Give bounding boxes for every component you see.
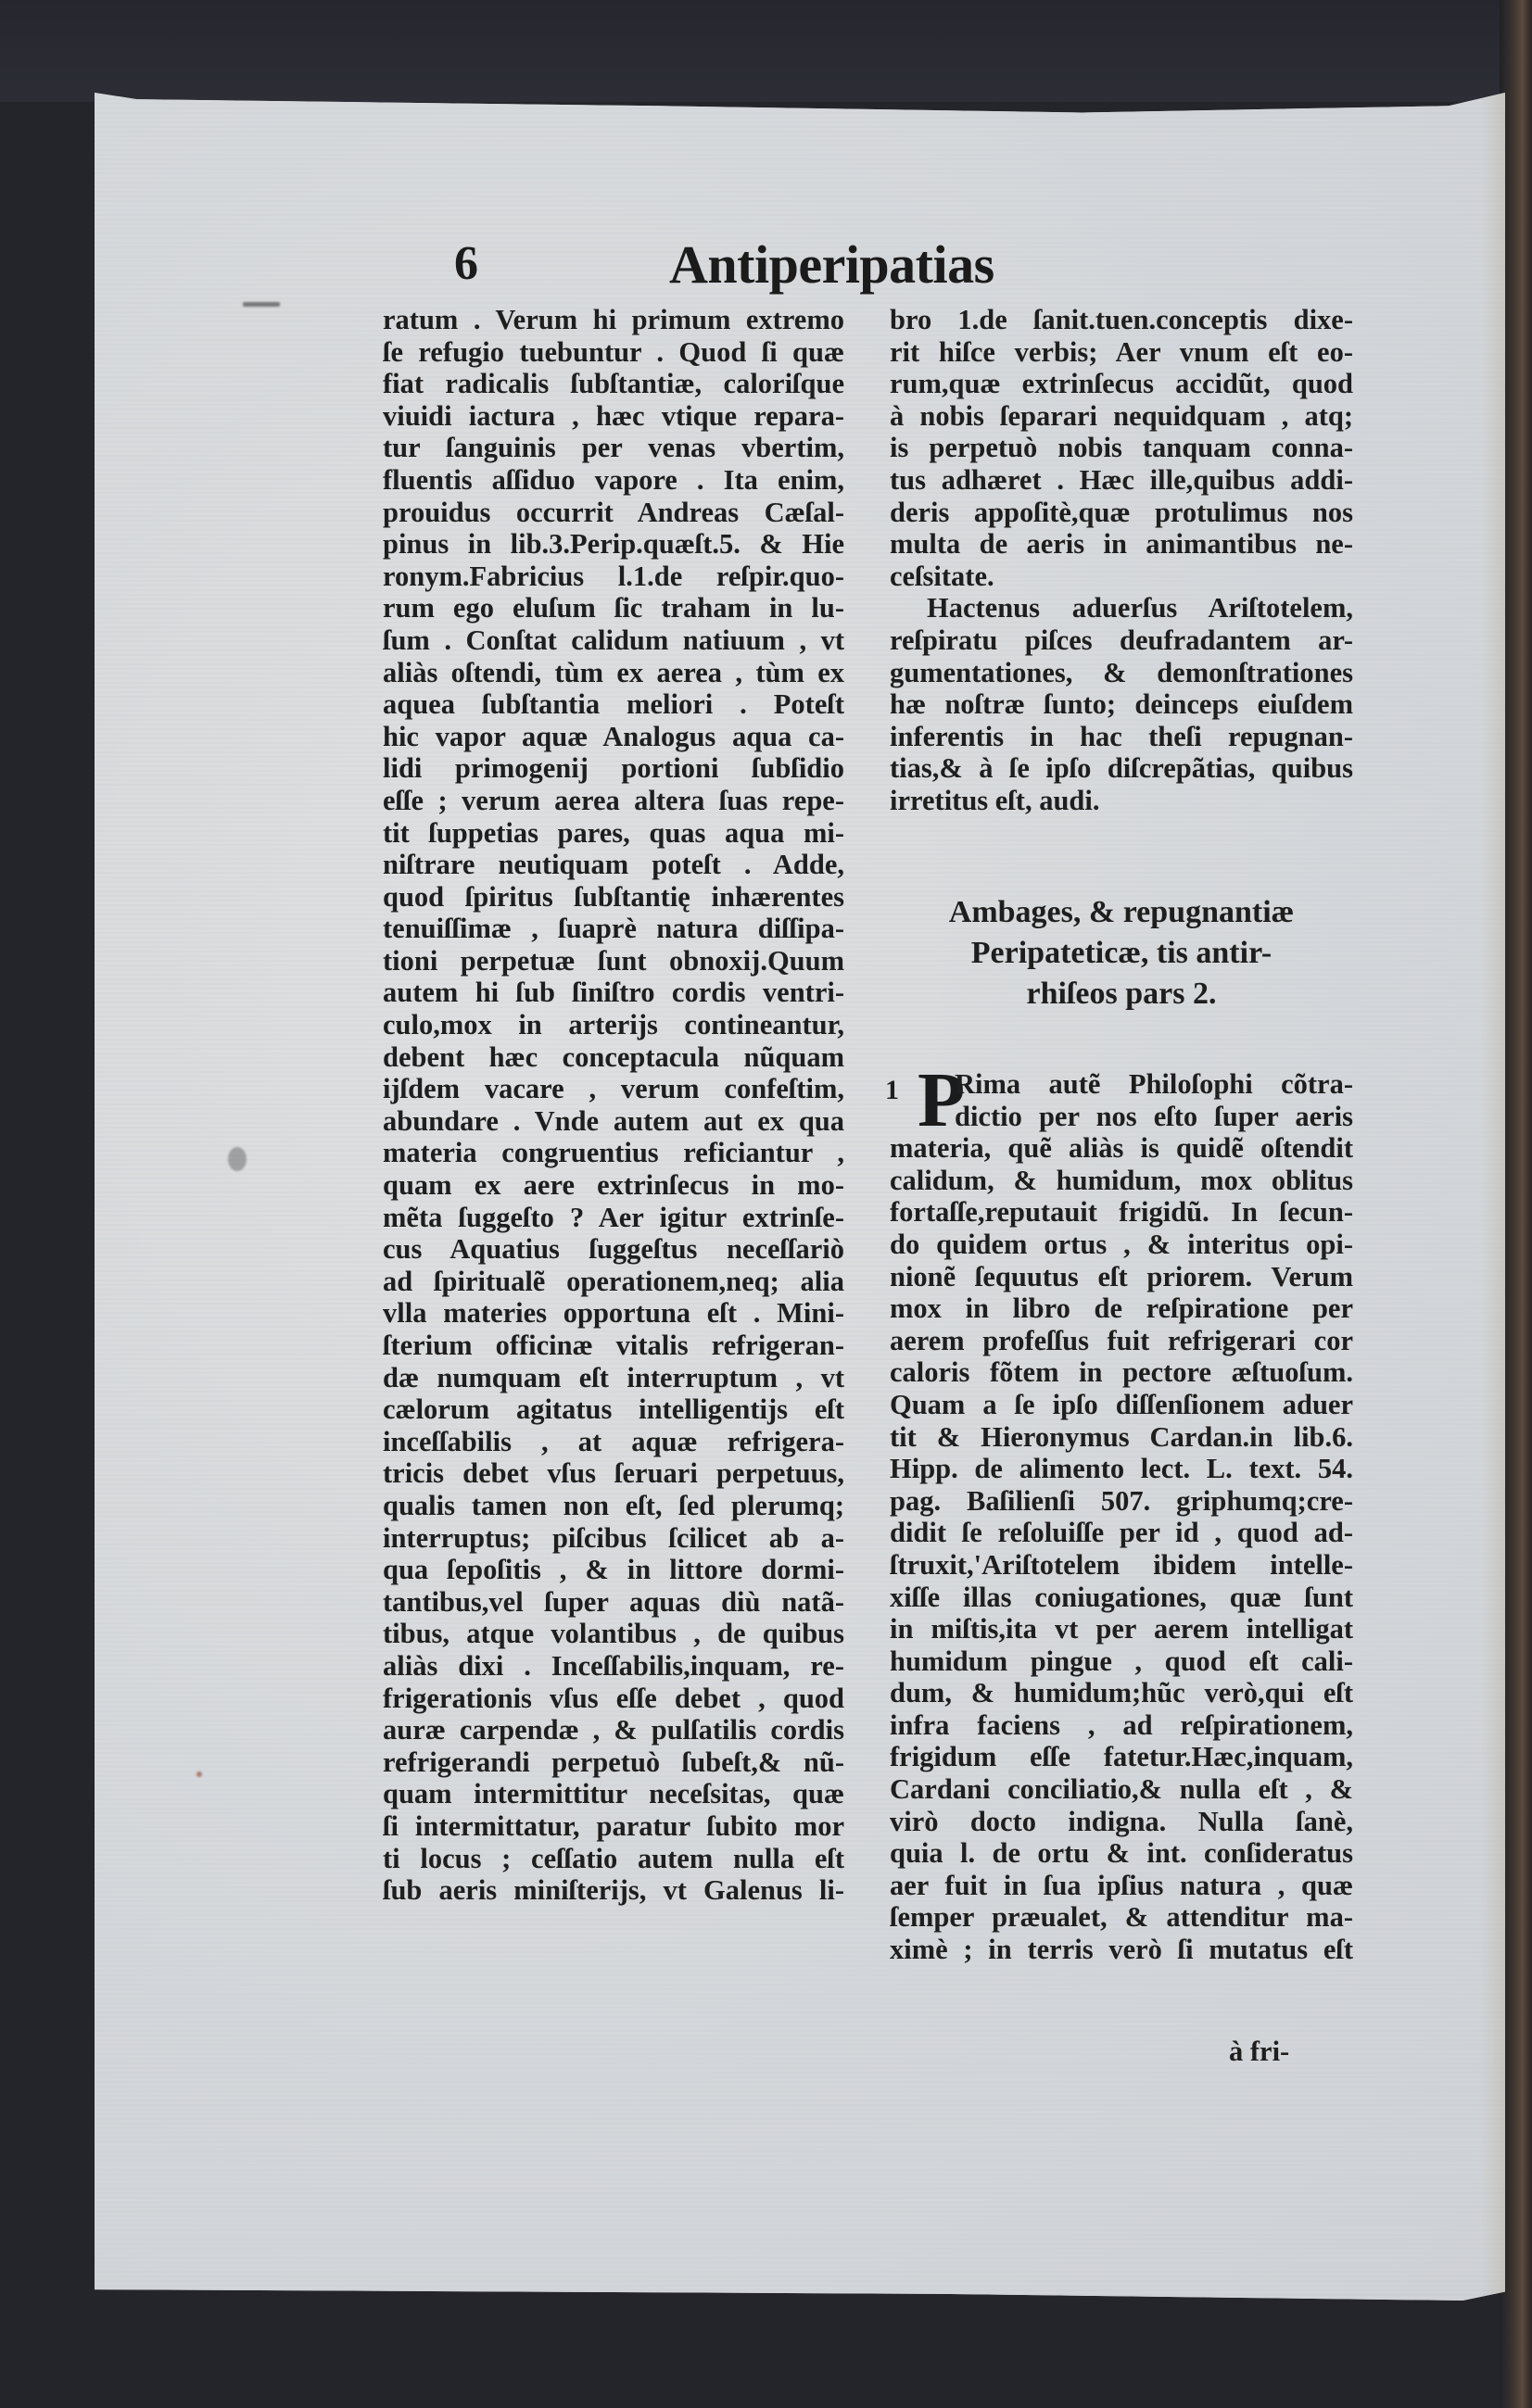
text-line: deris appoſitè,quæ protulimus nos xyxy=(890,496,1353,528)
scan-backdrop xyxy=(0,0,1532,102)
text-line: rum ego eluſum ſic traham in lu- xyxy=(383,592,844,624)
text-line: ſterium officinæ vitalis refrigeran- xyxy=(383,1330,844,1361)
text-line: fortaſſe,reputauit frigidũ. In ſecun- xyxy=(890,1196,1353,1229)
text-line: quia l. de ortu & int. conſideratus xyxy=(890,1837,1353,1870)
text-line: rit hiſce verbis; Aer vnum eſt eo- xyxy=(890,335,1353,368)
text-line: tias,& à ſe ipſo diſcrepãtias, quibus xyxy=(890,752,1353,785)
running-title: Antiperipatias xyxy=(669,234,994,295)
text-line: niſtrare neutiquam poteſt . Adde, xyxy=(383,849,844,881)
page-edge-shadow xyxy=(1481,93,1505,2301)
text-line: bro 1.de ſanit.tuen.conceptis dixe- xyxy=(890,304,1353,335)
text-line: aerem profeſſus fuit refrigerari cor xyxy=(890,1324,1353,1356)
text-line: ijſdem vacare , verum confeſtim, xyxy=(383,1073,844,1105)
text-line: virò docto indigna. Nulla ſanè, xyxy=(890,1805,1353,1837)
text-line: vlla materies opportuna eſt . Mini- xyxy=(383,1297,844,1330)
text-line: materia congruentius reficiantur , xyxy=(383,1137,844,1169)
text-line: Rima autẽ Philoſophi cõtra- xyxy=(955,1068,1353,1100)
text-line: in miſtis,ita vt per aerem intelligat xyxy=(890,1613,1353,1645)
section-heading-line: Ambages, & repugnantiæ xyxy=(948,895,1295,929)
text-line: nionẽ ſequutus eſt priorem. Verum xyxy=(890,1260,1353,1292)
text-line: Hipp. de alimento lect. L. text. 54. xyxy=(890,1453,1353,1485)
text-line: qualis tamen non eſt, ſed plerumq; xyxy=(383,1489,844,1521)
paragraph-number: 1 xyxy=(885,1075,899,1105)
text-line: hic vapor aquæ Analogus aqua ca- xyxy=(383,720,844,752)
text-line: ſub aeris miniſterijs, vt Galenus li- xyxy=(383,1874,844,1907)
text-line: humidum pingue , quod eſt cali- xyxy=(890,1645,1353,1677)
page-number: 6 xyxy=(454,237,478,290)
text-line: is perpetuò nobis tanquam conna- xyxy=(890,432,1353,464)
text-line: materia, quẽ aliàs is quidẽ oſtendit xyxy=(890,1132,1353,1165)
text-line: inferentis in hac theſi repugnan- xyxy=(890,720,1353,752)
text-line: inceſſabilis , at aquæ refrigera- xyxy=(383,1425,844,1457)
text-line: frigerationis vſus eſſe debet , quod xyxy=(383,1682,844,1714)
text-line: debent hæc conceptacula nũquam xyxy=(383,1040,844,1073)
text-line: fiat radicalis ſubſtantiæ, caloriſque xyxy=(383,368,844,400)
text-line: ronym.Fabricius l.1.de reſpir.quo- xyxy=(383,560,844,592)
text-line: cælorum agitatus intelligentijs eſt xyxy=(383,1393,844,1426)
text-line: aliàs oſtendi, tùm ex aerea , tùm ex xyxy=(383,656,844,688)
text-line: dictio per nos eſto ſuper aeris xyxy=(955,1100,1353,1132)
text-line: auræ carpendæ , & pulſatilis cordis xyxy=(383,1714,844,1746)
section-heading xyxy=(890,892,1353,1015)
text-line: tit & Hieronymus Cardan.in lib.6. xyxy=(890,1420,1353,1453)
text-line: rum,quæ extrinſecus accidũt, quod xyxy=(890,368,1353,400)
text-line: dæ numquam eſt interruptum , vt xyxy=(383,1361,844,1393)
text-line: reſpiratu piſces deufradantem ar- xyxy=(890,624,1353,656)
text-line: irretitus eſt, audi. xyxy=(890,784,1100,816)
right-text-column xyxy=(890,304,1353,817)
text-line: pag. Baſilienſi 507. griphumq;cre- xyxy=(890,1484,1353,1517)
text-line: tenuiſſimæ , ſuaprè natura diſſipa- xyxy=(383,913,844,945)
text-line: aer fuit in ſua ipſius natura , quæ xyxy=(890,1869,1353,1901)
ink-smudge-mark xyxy=(228,1147,247,1171)
text-line: cus Aquatius ſuggeſtus neceſſariò xyxy=(383,1233,844,1266)
text-line: mẽta ſuggeſto ? Aer igitur extrinſe- xyxy=(383,1201,844,1233)
text-line: interruptus; piſcibus ſcilicet ab a- xyxy=(383,1521,844,1554)
text-line: tioni perpetuæ ſunt obnoxij.Quum xyxy=(383,944,844,977)
text-line: abundare . Vnde autem aut ex qua xyxy=(383,1104,844,1137)
text-line: ad ſpiritualẽ operationem,neq; alia xyxy=(383,1265,844,1297)
text-line: refrigerandi perpetuò ſubeſt,& nũ- xyxy=(383,1746,844,1778)
ink-smudge-mark xyxy=(243,302,280,307)
text-line: xiſſe illas coniugationes, quæ ſunt xyxy=(890,1581,1353,1613)
text-line: tur ſanguinis per venas vbertim, xyxy=(383,432,844,464)
text-line: tit ſuppetias pares, quas aqua mi- xyxy=(383,816,844,849)
text-line: quam intermittitur neceſsitas, quæ xyxy=(383,1778,844,1810)
catchword: à fri- xyxy=(1229,2036,1290,2067)
text-line: didit ſe reſoluiſſe per id , quod ad- xyxy=(890,1517,1353,1549)
left-text-column xyxy=(383,304,844,1907)
section-heading-line: rhiſeos pars 2. xyxy=(1026,977,1217,1011)
text-line: tricis debet vſus ſeruari perpetuus, xyxy=(383,1457,844,1490)
text-line: ſe refugio tuebuntur . Quod ſi quæ xyxy=(383,335,844,368)
text-line: eſſe ; verum aerea altera ſuas repe- xyxy=(383,784,844,816)
text-line: lidi primogenij portioni ſubſidio xyxy=(383,752,844,785)
text-line: ſemper præualet, & attenditur ma- xyxy=(890,1901,1353,1934)
text-line: calidum, & humidum, mox oblitus xyxy=(890,1164,1353,1196)
text-line: infra faciens , ad reſpirationem, xyxy=(890,1708,1353,1741)
text-line: caloris fõtem in pectore æſtuoſum. xyxy=(890,1356,1353,1389)
text-line: multa de aeris in animantibus ne- xyxy=(890,528,1353,561)
text-line: ratum . Verum hi primum extremo xyxy=(383,304,844,335)
text-line: ti locus ; ceſſatio autem nulla eſt xyxy=(383,1842,844,1874)
text-line: dum, & humidum;hũc verò,qui eſt xyxy=(890,1677,1353,1709)
text-line: à nobis ſeparari nequidquam , atq; xyxy=(890,399,1353,432)
text-line: fluentis aſſiduo vapore . Ita enim, xyxy=(383,463,844,496)
ink-smudge-mark xyxy=(196,1771,202,1777)
text-line: tantibus,vel ſuper aquas diù natã- xyxy=(383,1585,844,1618)
text-line: hæ noſtræ ſunto; deinceps eiuſdem xyxy=(890,688,1353,721)
text-line: quam ex aere extrinſecus in mo- xyxy=(383,1169,844,1202)
text-line: aliàs dixi . Inceſſabilis,inquam, re- xyxy=(383,1649,844,1682)
text-line: quod ſpiritus ſubſtantię inhærentes xyxy=(383,880,844,913)
text-line: tibus, atque volantibus , de quibus xyxy=(383,1618,844,1650)
text-line: prouidus occurrit Andreas Cæſal- xyxy=(383,496,844,528)
section-heading-line: Peripateticæ, tis antir- xyxy=(970,936,1272,970)
text-line: do quidem ortus , & interitus opi- xyxy=(890,1228,1353,1260)
drop-cap-initial: P xyxy=(918,1057,966,1143)
section-paragraph xyxy=(890,1068,1353,1966)
text-line: pinus in lib.3.Perip.quæſt.5. & Hie xyxy=(383,528,844,561)
text-line: ſtruxit,'Ariſtotelem ibidem intelle- xyxy=(890,1548,1353,1581)
text-line: qua ſepoſitis , & in littore dormi- xyxy=(383,1554,844,1586)
text-line: ximè ; in terris verò ſi mutatus eſt xyxy=(890,1934,1353,1966)
text-line: ſi intermittatur, paratur ſubito mor xyxy=(383,1809,844,1842)
text-line: autem hi ſub ſiniſtro cordis ventri- xyxy=(383,977,844,1009)
text-line: Hactenus aduerſus Ariſtotelem, xyxy=(927,592,1353,624)
text-line: Quam a ſe ipſo diſſenſionem aduer xyxy=(890,1388,1353,1420)
text-line: aquea ſubſtantia meliori . Poteſt xyxy=(383,688,844,721)
text-line: ceſsitate. xyxy=(890,560,994,592)
text-line: frigidum eſſe fatetur.Hæc,inquam, xyxy=(890,1741,1353,1773)
text-line: tus adhæret . Hæc ille,quibus addi- xyxy=(890,463,1353,496)
text-line: viuidi iactura , hæc vtique repara- xyxy=(383,399,844,432)
text-line: mox in libro de reſpiratione per xyxy=(890,1292,1353,1325)
text-line: culo,mox in arterijs contineantur, xyxy=(383,1009,844,1041)
text-line: ſum . Conſtat calidum natiuum , vt xyxy=(383,624,844,656)
text-line: Cardani conciliatio,& nulla eſt , & xyxy=(890,1773,1353,1806)
text-line: gumentationes, & demonſtrationes xyxy=(890,656,1353,688)
